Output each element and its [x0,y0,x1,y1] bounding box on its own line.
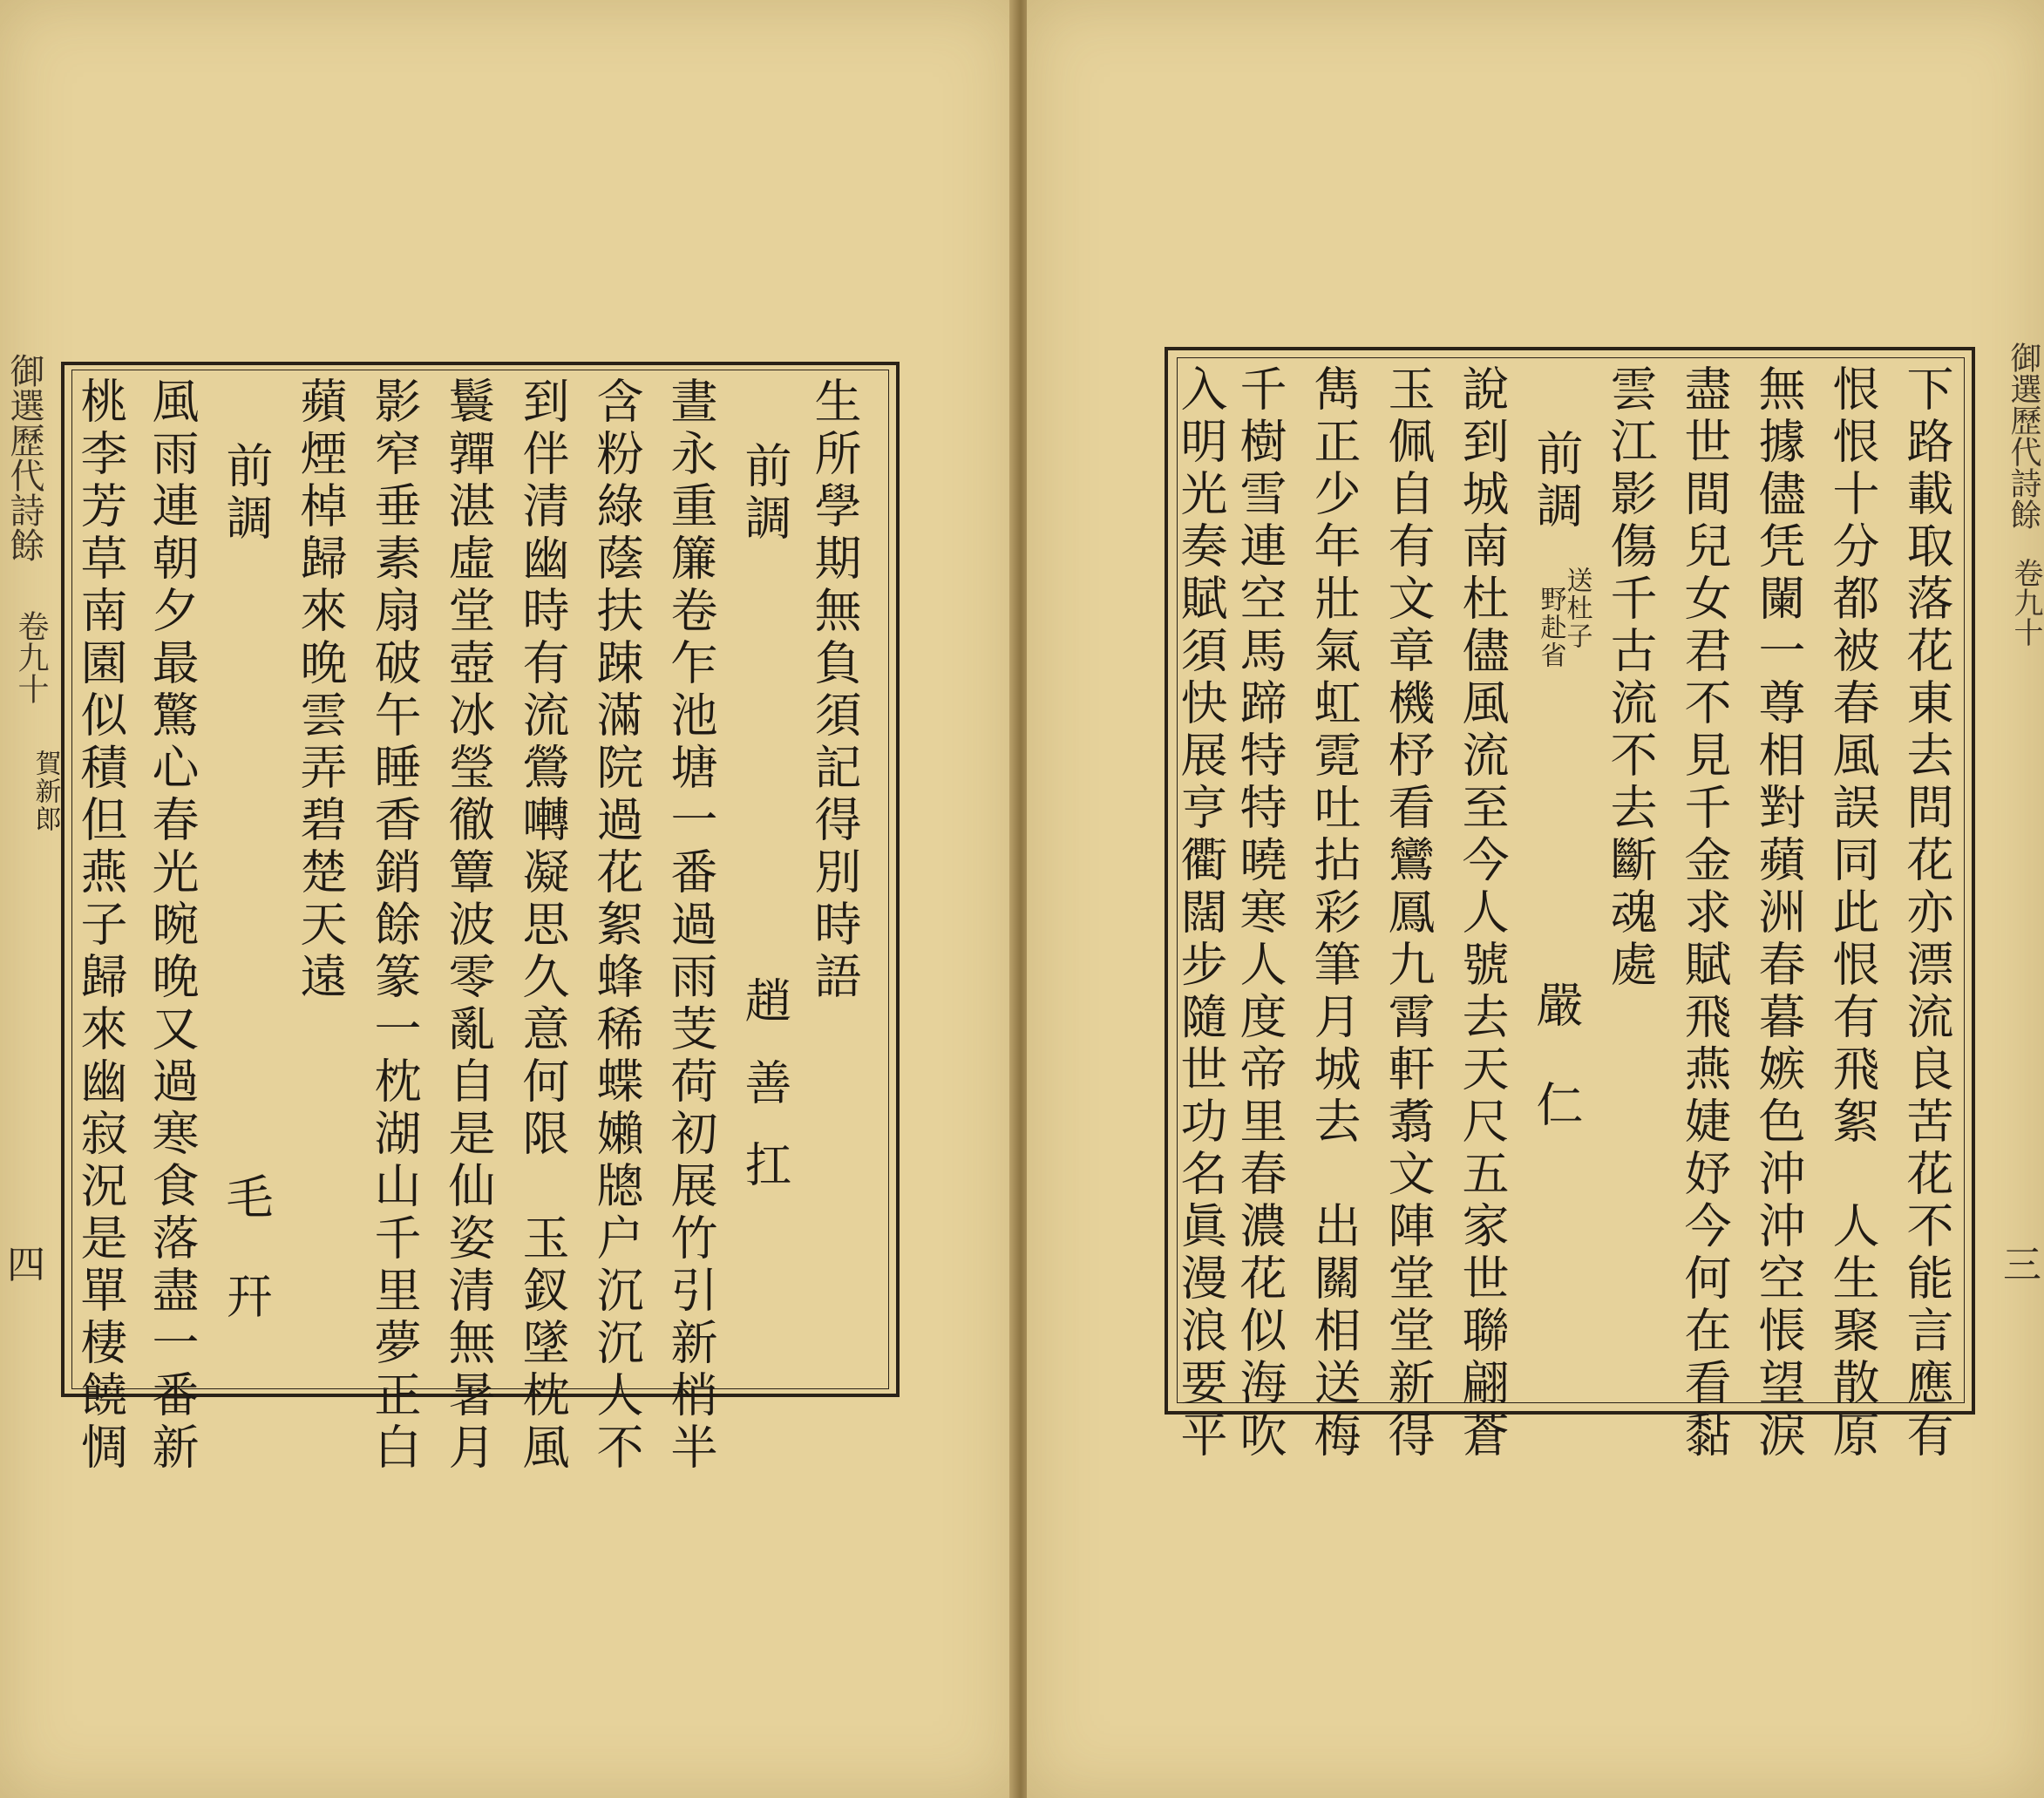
text-column: 影窄垂素扇破午睡香銷餘篆一枕湖山千里夢正白 [367,377,422,1475]
page-edge-folio: 三 [2003,1243,2041,1287]
text-column: 下路載取落花東去問花亦漂流良苦花不能言應有 [1899,364,1954,1462]
page-edge-heading: 御選歷代詩餘 [4,353,44,562]
text-column: 千樹雪連空馬蹄特特曉寒人度帝里春濃花似海吹 [1233,364,1287,1462]
text-column: 鬟嚲湛虛堂壺冰瑩徹簟波零亂自是仙姿清無暑月 [441,377,496,1475]
subtitle-note: 野赴省 [1535,586,1566,669]
author-name: 趙善扛 [737,976,792,1222]
page-edge-folio: 四 [7,1243,45,1287]
text-column: 前調 [737,441,792,546]
author-name: 毛幵 [219,1172,274,1371]
text-column: 前調 [219,441,274,546]
text-column: 前調 [1529,429,1584,533]
text-column: 生所學期無負須記得別時語 [807,377,862,1004]
text-column: 雲江影傷千古流不去斷魂處 [1603,364,1658,992]
text-column: 說到城南杜儘風流至今人號去天尺五家世聯翩蒼 [1455,364,1510,1462]
text-column: 風雨連朝夕最驚心春光晼晚又過寒食落盡一番新 [145,377,200,1475]
left-book-page [0,0,1015,1798]
author-name: 嚴仁 [1529,980,1584,1179]
page-edge-volume: 卷九十 [2008,558,2043,647]
text-column: 無據儘凭闌一尊相對蘋洲春暮嫉色沖沖空悵望淚 [1751,364,1806,1462]
page-edge-tune: 賀新郎 [30,750,61,833]
text-column: 玉佩自有文章機杼看鸞鳳九霄軒翥文陣堂堂新得 [1381,364,1436,1462]
text-column: 入明光奏賦須快展亨衢闊步隨世功名眞漫浪要平 [1173,364,1228,1462]
page-edge-heading: 御選歷代詩餘 [2006,342,2041,530]
text-column: 恨恨十分都被春風誤同此恨有飛絮 人生聚散原 [1825,364,1880,1462]
text-column: 雋正少年壯氣虹霓吐拈彩筆月城去 出關相送梅 [1307,364,1362,1462]
text-column: 盡世間兒女君不見千金求賦飛燕婕妤今何在看黏 [1677,364,1732,1462]
text-column: 蘋煙棹歸來晚雲弄碧楚天遠 [293,377,348,1004]
right-book-page [1027,0,2044,1798]
text-column: 到伴清幽時有流鶯囀凝思久意何限 玉釵墜枕風 [515,377,570,1475]
text-column: 晝永重簾卷乍池塘一番過雨芰荷初展竹引新梢半 [663,377,718,1475]
text-column: 含粉綠蔭扶踈滿院過花絮蜂稀蝶嬾牕户沉沉人不 [589,377,644,1475]
text-column: 桃李芳草南園似積但燕子歸來幽寂況是單棲饒惆 [73,377,128,1475]
page-edge-volume: 卷九十 [13,610,49,704]
subtitle-note: 送杜子 [1561,567,1592,650]
